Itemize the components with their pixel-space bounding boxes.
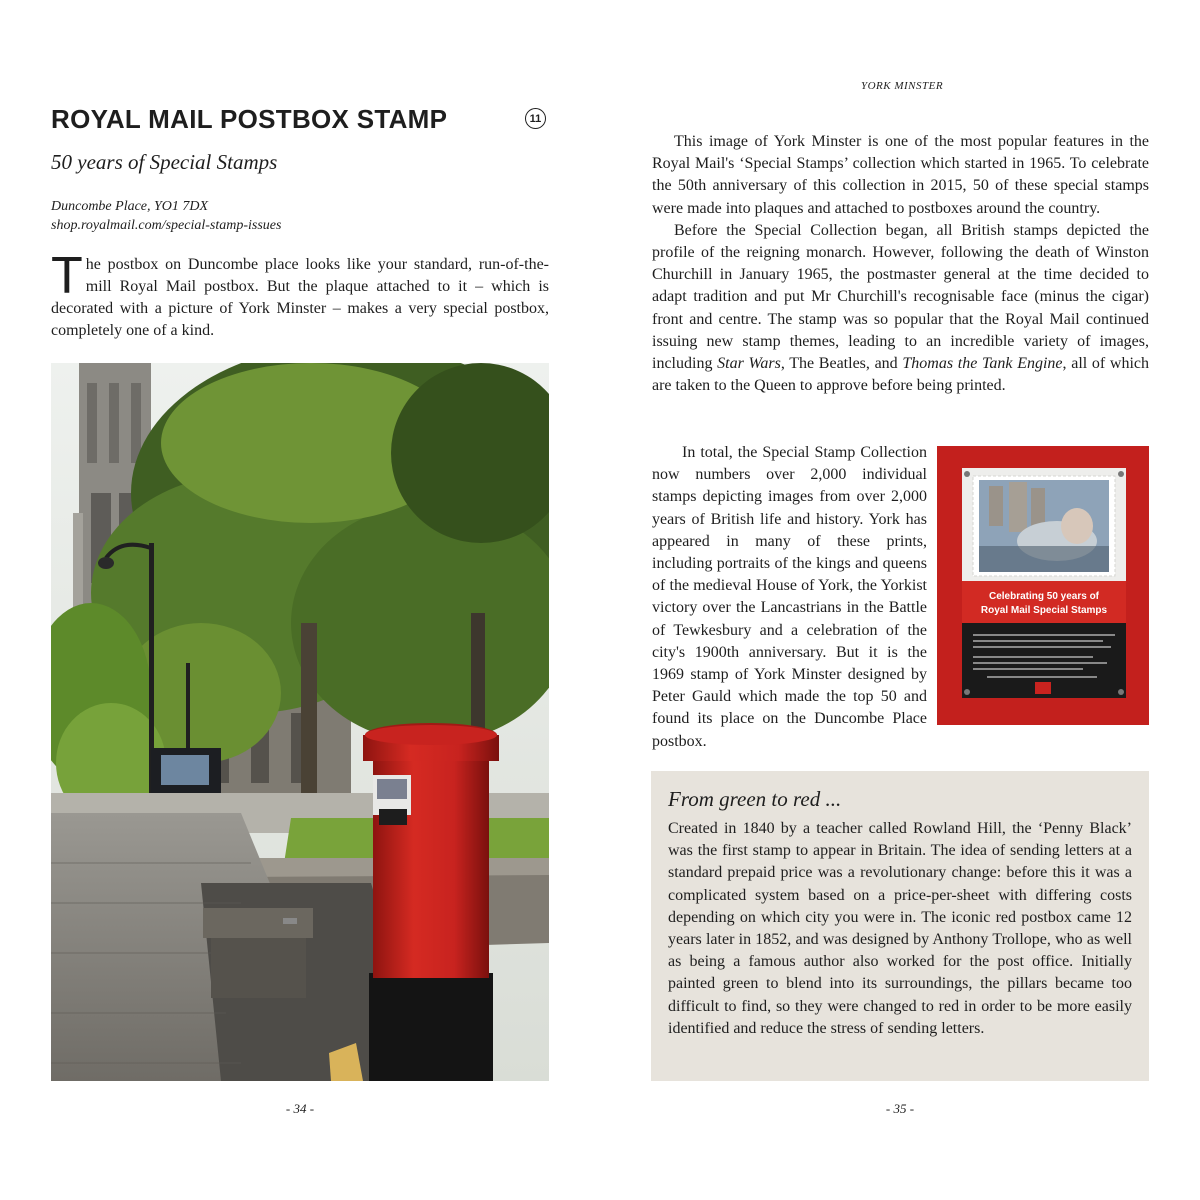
- postbox-photo: [51, 363, 549, 1081]
- paragraph-2-text: Before the Special Collection began, all British stamps depicted the profile of the reigning monarch. However, following the death of Winston Churchill in January 1965, the postmaster general at the time decided to adapt tradition and put Mr Churchill's recognisable face (minus the cigar) front and centre. The stamp was so popular that the Royal Mail continued issuing new stamp themes, leading to an incredible variety of images, including: [652, 221, 1149, 373]
- right-page: [600, 0, 1200, 1200]
- address-block: [51, 197, 281, 235]
- sidebar-text: Created in 1840 by a teacher called Rowland Hill, the ‘Penny Black’ was the first stamp to appear in Britain. The idea of sending letters at a standard prepaid price was a revolutionary change: before this it was a complicated system based on a price-per-sheet with differing costs depending on which city you were in. The iconic red postbox came 12 years later in 1852, and was designed by Anthony Trollope, who as well as being a famous author also worked for the post office. Initially painted green to blend into its surroundings, the pillars became too difficult to find, so they were changed to red in order to be more easily identified and reduce the stress of sending letters.: [668, 820, 1132, 1037]
- website-link[interactable]: shop.royalmail.com/special-stamp-issues: [51, 218, 282, 233]
- paragraph-1: This image of York Minster is one of the most popular features in the Royal Mail's ‘Special Stamps’ collection which started in 1965. To celebrate the 50th anniversary of this collection in 2015, 50 of these special stamps were made into plaques and attached to postboxes around the country.: [652, 133, 1149, 217]
- running-head: YORK MINSTER: [860, 80, 944, 92]
- paragraph-2-text: , The Beatles, and: [780, 355, 903, 373]
- title-thomas-tank-engine: Thomas the Tank Engine: [902, 355, 1063, 373]
- plaque-photo: [937, 446, 1149, 725]
- plaque-heading-2: Royal Mail Special Stamps: [980, 605, 1108, 616]
- title-star-wars: Star Wars: [717, 355, 781, 373]
- body-text: [652, 131, 1149, 397]
- sidebar-title: From green to red ...: [668, 787, 842, 811]
- intro-text: he postbox on Duncombe place looks like your standard, run-of-the-mill Royal Mail postbox. But the plaque attached to it – which is decorated with a picture of York Minster – makes a very special postbox, completely one of a kind.: [51, 256, 549, 339]
- paragraph-3-block: [652, 442, 1149, 753]
- page-number-left: - 34 -: [285, 1101, 315, 1116]
- article-title: ROYAL MAIL POSTBOX STAMP: [51, 104, 448, 134]
- plaque-photo-image: [937, 446, 1149, 725]
- page-number-right: - 35 -: [885, 1101, 915, 1116]
- paragraph-3-text: In total, the Special Stamp Collection now numbers over 2,000 individual stamps depicting images from over 2,000 years of British life and history. York has appeared in many of these prints, including portraits of the kings and queens of the medieval House of York, the Yorkist victory over the Lancastrians in the Battle of Tewkesbury and a celebration of the city's 1900th anniversary. But it is the 1969 stamp of York Minster designed by Peter Gauld which made the top 50 and found its place on the Duncombe Place postbox.: [652, 444, 927, 750]
- postbox-photo-image: [51, 363, 549, 1081]
- sidebar-box: [651, 771, 1149, 1081]
- intro-paragraph: [51, 247, 549, 342]
- drop-cap: T: [51, 247, 83, 305]
- article-subtitle: 50 years of Special Stamps: [51, 150, 278, 174]
- entry-number-badge: 11: [525, 108, 546, 129]
- plaque-heading-1: Celebrating 50 years of: [988, 591, 1100, 602]
- paragraph-2-text: , all of which are taken to the Queen to approve before being printed.: [652, 355, 1150, 395]
- address-line: Duncombe Place, YO1 7DX: [51, 199, 209, 214]
- paragraph-2: [652, 220, 1149, 398]
